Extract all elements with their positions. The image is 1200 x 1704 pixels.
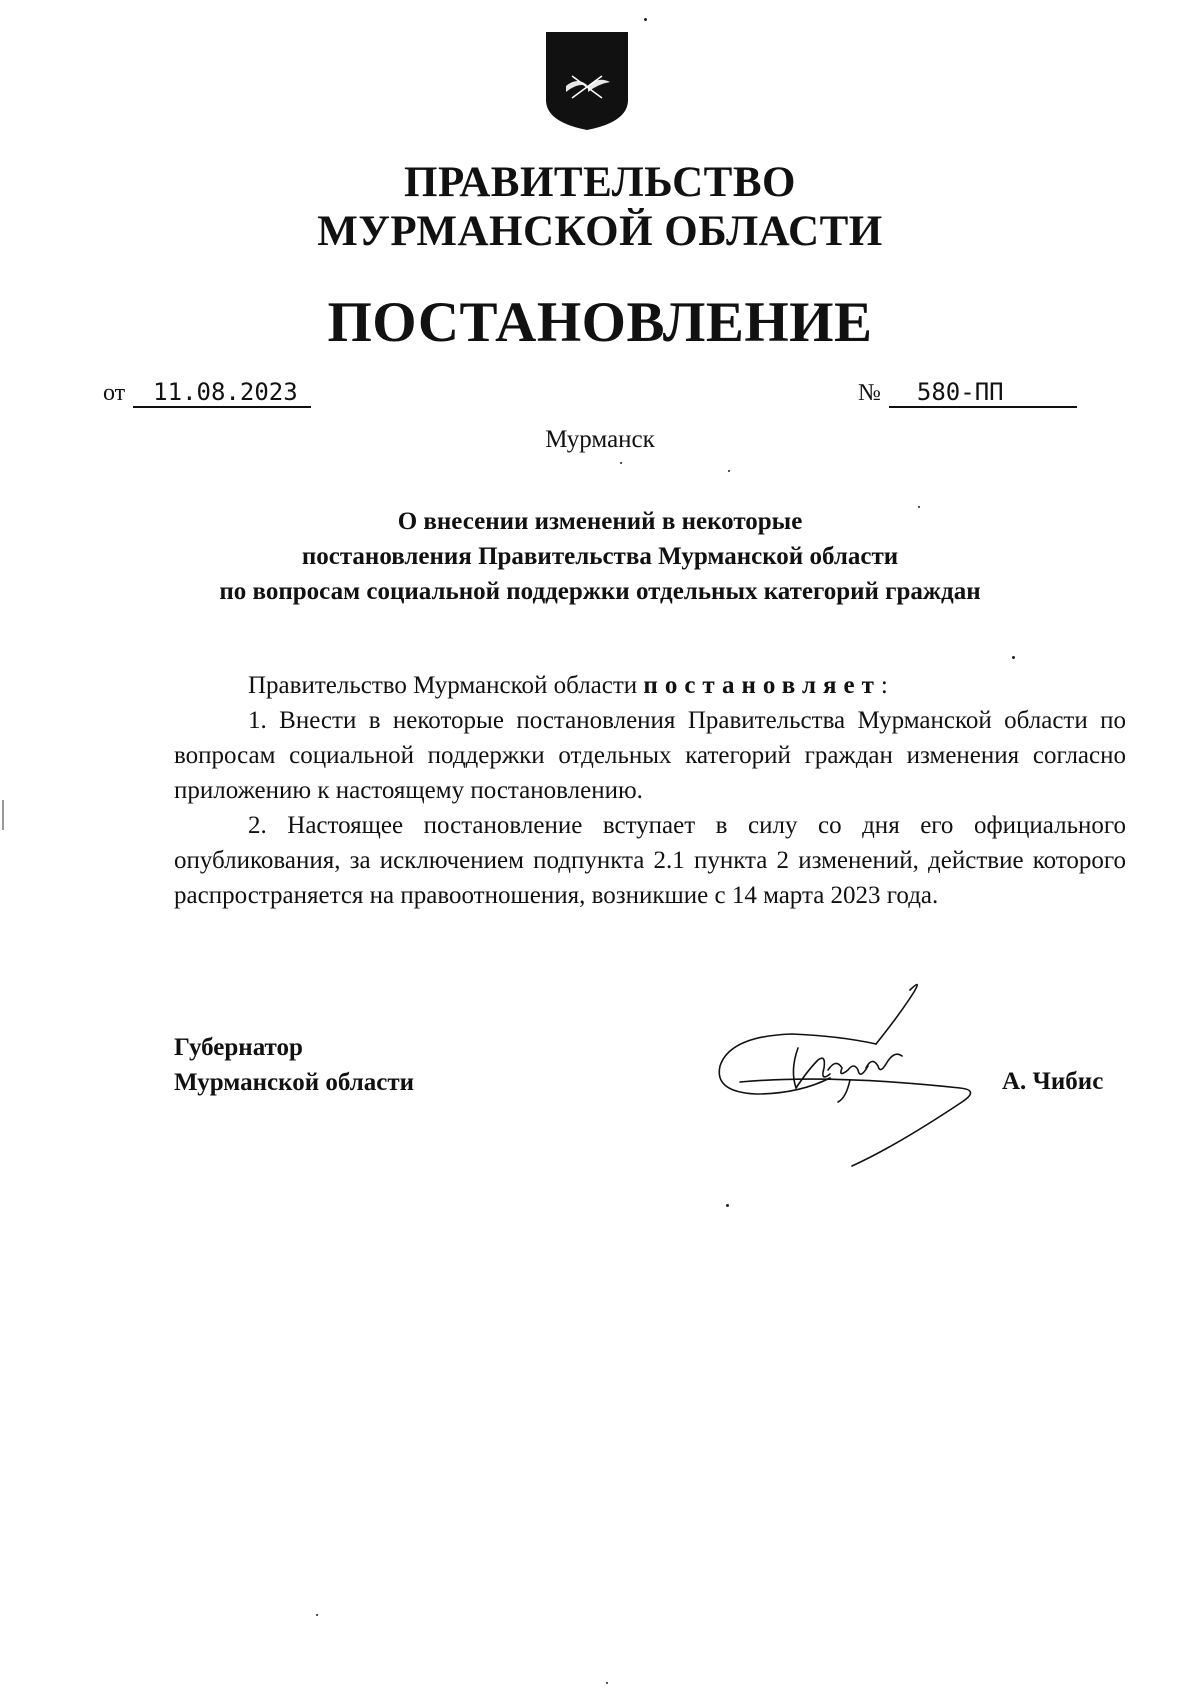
scan-speck bbox=[1012, 656, 1015, 659]
scan-speck bbox=[316, 1614, 318, 1616]
title-line2: постановления Правительства Мурманской области bbox=[301, 543, 899, 570]
title-line3: по вопросам социальной поддержки отдельных категорий граждан bbox=[219, 578, 981, 605]
paragraph-item2: 2. Настоящее постановление вступает в силу со дня его официального опубликования, за исключением подпункта 2.1 пункта 2 изменений, действие которого распространяется на правоотношения, возникшие с 14 марта 2023 года. bbox=[174, 812, 1126, 909]
document-title bbox=[140, 504, 1060, 609]
scan-speck bbox=[2, 800, 4, 830]
scan-speck bbox=[726, 1204, 729, 1207]
title-line1: О внесении изменений в некоторые bbox=[397, 508, 803, 535]
intro-resolves: постановляет bbox=[643, 672, 881, 699]
document-number bbox=[858, 378, 1077, 408]
position-line1: Губернатор bbox=[174, 1034, 303, 1061]
coat-of-arms-icon bbox=[544, 30, 630, 132]
date-label: от bbox=[103, 380, 126, 406]
scan-speck bbox=[644, 18, 647, 21]
scan-speck bbox=[918, 506, 920, 508]
signatory-position bbox=[174, 1030, 414, 1100]
handwritten-signature bbox=[700, 970, 1000, 1170]
intro-paragraph bbox=[174, 668, 1126, 703]
organization-name-line1: ПРАВИТЕЛЬСТВО bbox=[404, 159, 796, 206]
date-value: 11.08.2023 bbox=[133, 379, 311, 408]
document-body bbox=[174, 668, 1126, 913]
scan-speck bbox=[728, 470, 730, 472]
paragraph-item1: 1. Внести в некоторые постановления Правительства Мурманской области по вопросам социальной поддержки отдельных категорий граждан изменения согласно приложению к настоящему постановлению. bbox=[174, 707, 1126, 804]
number-label: № bbox=[858, 380, 881, 406]
number-value: 580-ПП bbox=[889, 379, 1077, 408]
intro-prefix: Правительство Мурманской области bbox=[248, 672, 644, 699]
scan-speck bbox=[606, 1682, 608, 1684]
signatory-name: А. Чибис bbox=[1002, 1068, 1104, 1095]
organization-name-line2: МУРМАНСКОЙ ОБЛАСТИ bbox=[317, 208, 883, 255]
document-type: ПОСТАНОВЛЕНИЕ bbox=[327, 291, 873, 354]
intro-suffix: : bbox=[880, 672, 888, 699]
position-line2: Мурманской области bbox=[174, 1069, 415, 1096]
city: Мурманск bbox=[545, 426, 655, 453]
document-date bbox=[103, 378, 311, 408]
scan-speck bbox=[620, 462, 622, 464]
